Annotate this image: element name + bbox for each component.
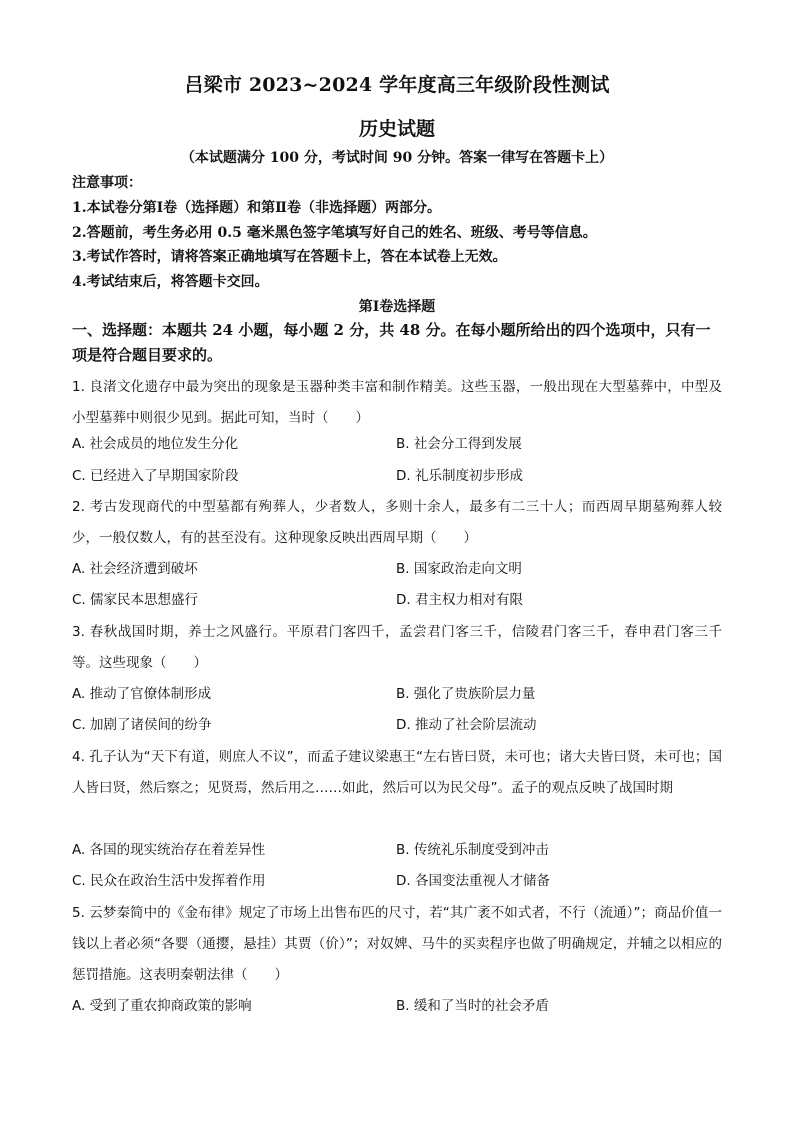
question-1-option-c: C. 已经进入了早期国家阶段 [72,468,239,484]
notice-list [72,196,597,294]
question-4-stem: 4. 孔子认为“天下有道，则庶人不议”，而孟子建议梁惠王“左右皆曰贤，未可也；诸大夫皆曰贤，未可也；国人皆曰贤，然后察之；见贤焉，然后用之……如此，然后可以为民父母”。孟子的观点反映了战国时期 [72,749,722,796]
question-5-stem: 5. 云梦秦简中的《金布律》规定了市场上出售布匹的尺寸，若“其广袤不如式者，不行（流通）”；商品价值一钱以上者必须“各婴（通撄，悬挂）其贾（价）”；对奴婢、马牛的买卖程序也做了明确规定，并辅之以相应的惩罚措施。这表明秦朝法律（ ） [72,905,722,983]
question-2-option-b: B. 国家政治走向文明 [396,561,522,577]
question-4-option-a: A. 各国的现实统治存在着差异性 [72,842,266,858]
notice-heading: 注意事项： [72,175,142,191]
question-1-option-b: B. 社会分工得到发展 [396,436,522,452]
question-3-option-a: A. 推动了官僚体制形成 [72,686,212,702]
question-1-option-a: A. 社会成员的地位发生分化 [72,436,239,452]
question-3-option-b: B. 强化了贵族阶层力量 [396,686,536,702]
section-title: 第Ⅰ卷选择题 [358,299,436,315]
subject-title: 历史试题 [358,118,435,140]
question-2-option-c: C. 儒家民本思想盛行 [72,592,199,608]
exam-title: 吕梁市 2023~2024 学年度高三年级阶段性测试 [184,74,610,96]
question-4-option-b: B. 传统礼乐制度受到冲击 [396,842,549,858]
exam-subtitle: （本试题满分 100 分，考试时间 90 分钟。答案一律写在答题卡上） [180,150,614,166]
question-1-stem: 1. 良渚文化遗存中最为突出的现象是玉器种类丰富和制作精美。这些玉器，一般出现在大型墓葬中，中型及小型墓葬中则很少见到。据此可知，当时（ ） [72,379,722,426]
question-2-option-d: D. 君主权力相对有限 [396,592,523,608]
question-2-option-a: A. 社会经济遭到破坏 [72,561,198,577]
question-4-option-c: C. 民众在政治生活中发挥着作用 [72,873,266,889]
part-instruction: 一、选择题：本题共 24 小题，每小题 2 分，共 48 分。在每小题所给出的四个选项中，只有一项是符合题目要求的。 [72,321,711,364]
question-5-option-b: B. 缓和了当时的社会矛盾 [396,998,549,1014]
question-3-stem: 3. 春秋战国时期，养士之风盛行。平原君门客四千，孟尝君门客三千，信陵君门客三千，春申君门客三千等。这些现象（ ） [72,624,722,671]
notice-item: 1.本试卷分第Ⅰ卷（选择题）和第Ⅱ卷（非选择题）两部分。 [72,200,441,216]
question-2-stem: 2. 考古发现商代的中型墓都有殉葬人，少者数人，多则十余人，最多有二三十人；而西周早期墓殉葬人较少，一般仅数人，有的甚至没有。这种现象反映出西周早期（ ） [72,499,722,546]
question-5-option-a: A. 受到了重农抑商政策的影响 [72,998,252,1014]
notice-item: 3.考试作答时，请将答案正确地填写在答题卡上，答在本试卷上无效。 [72,249,507,265]
question-1-option-d: D. 礼乐制度初步形成 [396,468,523,484]
question-4-option-d: D. 各国变法重视人才储备 [396,873,550,889]
question-3-option-d: D. 推动了社会阶层流动 [396,717,537,733]
notice-item: 2.答题前，考生务必用 0.5 毫米黑色签字笔填写好自己的姓名、班级、考号等信息。 [72,224,597,241]
notice-item: 4.考试结束后，将答题卡交回。 [72,273,269,290]
question-3-option-c: C. 加剧了诸侯间的纷争 [72,717,212,733]
